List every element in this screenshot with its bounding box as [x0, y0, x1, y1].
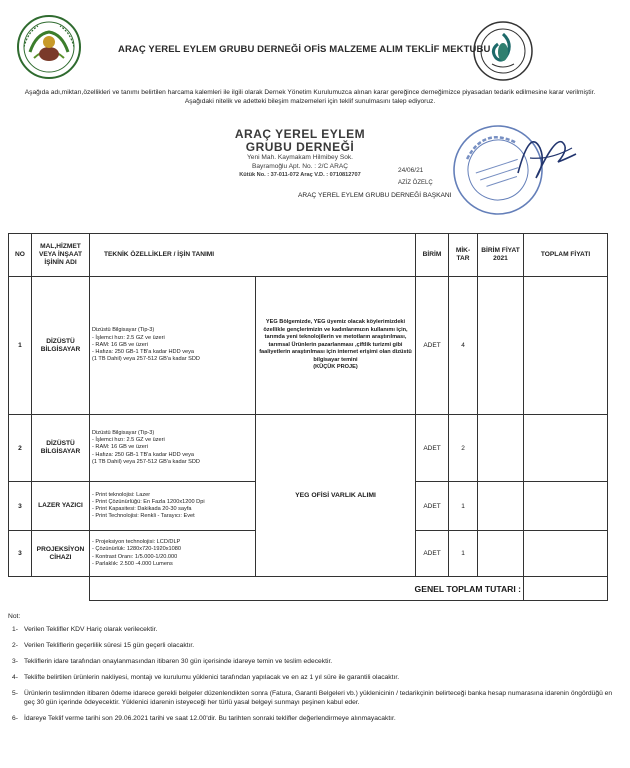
note-text: Verilen Tekliflerin geçerlilik süresi 15 gün geçerli olacaktır.: [24, 642, 195, 649]
note-number: 1-: [12, 626, 18, 633]
row-unit-price[interactable]: [478, 277, 524, 415]
row-total-price[interactable]: [524, 531, 608, 577]
note-number: 6-: [12, 715, 18, 722]
stamp-line-5: Kütük No. : 37-011-072 Araç V.D. : 0710812707: [239, 172, 361, 178]
row-item-name: PROJEKSİYON CİHAZI: [32, 531, 90, 577]
association-stamp: [200, 128, 400, 179]
notes-heading: Not:: [8, 613, 21, 620]
note-number: 3-: [12, 658, 18, 665]
spec-line: - Parlaklık: 2.500 -4.000 Lumens: [92, 560, 173, 567]
row-item-name: DİZÜSTÜ BİLGİSAYAR: [32, 277, 90, 415]
stamp-line-1: ARAÇ YEREL EYLEM: [234, 127, 366, 141]
note-number: 2-: [12, 642, 18, 649]
spec-line: - Hafıza: 250 GB-1 TB'a kadar HDD veya: [92, 451, 195, 458]
row-qty: 2: [449, 415, 478, 482]
spec-line: - Print Technolojisi: Renkli - Tarayıcı: Evet: [92, 513, 195, 520]
row-item-name: DİZÜSTÜ BİLGİSAYAR: [32, 415, 90, 482]
items-table: [8, 233, 608, 601]
stamp-line-4: Bayramoğlu Apt. No. : 2/C ARAÇ: [251, 162, 349, 170]
row-qty: 4: [449, 277, 478, 415]
col-no: NO: [9, 234, 32, 277]
row-no: 3: [9, 531, 32, 577]
table-row: [9, 415, 608, 482]
intro-text: Aşağıda adı,miktarı,özellikleri ve tanımı belirtilen harcama kalemleri ile ilgili olarak Dernek Yönetim Kurulumuzca alınan karar gereğince derneğimizce piyasadan tedarik edilmesine karar verilmiştir. Aşağıdaki nitelik ve adetteki bileşim malzemeleri için teklif sunulmasını talep ediyoruz.: [24, 89, 596, 105]
notes-section: [8, 613, 613, 730]
row-qty: 1: [449, 482, 478, 531]
row-no: 3: [9, 482, 32, 531]
note-item: [8, 641, 613, 650]
row-unit-price[interactable]: [478, 415, 524, 482]
note-item: [8, 689, 613, 707]
note-text: Tekliflerin idare tarafından onaylanmasından itibaren 30 gün içerisinde idareye temin ve teslim edecektir.: [24, 658, 333, 665]
stamp-line-3: Yeni Mah. Kaymakam Hilmibey Sok.: [246, 154, 354, 161]
row-unit-price[interactable]: [478, 531, 524, 577]
row-spec: [90, 482, 256, 531]
stamp-line-2: GRUBU DERNEĞİ: [245, 140, 355, 154]
spec-line: - Print teknolojisi: Lazer: [92, 491, 151, 498]
row-total-price[interactable]: [524, 277, 608, 415]
description-tag: (KÜÇÜK PROJE): [313, 364, 358, 371]
spec-line: - Çözünürlük: 1280x720-1920x1080: [92, 546, 181, 553]
note-item: [8, 625, 613, 634]
spec-line: Dizüstü Bilgisayar (Tip-3): [92, 429, 155, 436]
note-item: [8, 673, 613, 682]
spec-line: - İşlemci hızı: 2.5 GZ ve üzeri: [92, 334, 165, 341]
total-spacer: [9, 577, 90, 601]
col-unit-price: BİRİM FİYAT 2021: [478, 234, 524, 277]
row-qty: 1: [449, 531, 478, 577]
association-logo-left: [16, 14, 82, 80]
signature: [510, 118, 580, 193]
row-unit-price[interactable]: [478, 482, 524, 531]
grand-total-row: [9, 577, 608, 601]
note-text: Teklifte belirtilen ürünlerin nakliyesi, montajı ve kurulumu yüklenici tarafından yapılacak ve en az 1 yıl süre ile garantili olacaktır.: [24, 674, 400, 681]
col-item: MAL,HİZMET VEYA İNŞAAT İŞİNİN ADI: [32, 234, 90, 277]
table-row: [9, 277, 608, 415]
spec-line: - İşlemci hızı: 2.5 GZ ve üzeri: [92, 437, 165, 444]
signer-name: AZİZ ÖZELÇ: [398, 180, 433, 186]
grand-total-label: GENEL TOPLAM TUTARI :: [90, 577, 524, 601]
spec-line: (1 TB Dahil) veya 257-512 GB'a kadar SDD: [92, 356, 200, 363]
table-header-row: [9, 234, 608, 277]
document-title: ARAÇ YEREL EYLEM GRUBU DERNEĞİ OFİS MALZEME ALIM TEKLİF MEKTUBU: [118, 44, 491, 55]
row-spec: [90, 415, 256, 482]
spec-line: - Projeksiyon technolojisi: LCD/DLP: [92, 539, 181, 546]
row-total-price[interactable]: [524, 415, 608, 482]
row-unit: ADET: [416, 415, 449, 482]
row-unit: ADET: [416, 531, 449, 577]
note-number: 4-: [12, 674, 18, 681]
spec-line: - Kontrast Oranı: 1/5.000-1/20.000: [92, 553, 178, 560]
spec-line: - RAM: 16 GB ve üzeri: [92, 444, 148, 451]
row-no: 2: [9, 415, 32, 482]
col-qty: MİK-TAR: [449, 234, 478, 277]
row-spec: [90, 531, 256, 577]
note-item: [8, 714, 613, 723]
row-unit: ADET: [416, 482, 449, 531]
note-text: İdareye Teklif verme tarihi son 29.06.2021 tarihi ve saat 12.00'dir. Bu tarihten sonraki teklifler değerlendirmeye alınmayacaktır.: [24, 715, 396, 722]
row-description: [256, 277, 416, 415]
note-item: [8, 657, 613, 666]
row-unit: ADET: [416, 277, 449, 415]
description-text: YEG Bölgemizde, YEG üyemiz olacak köylerimizdeki özellikle gençlerimizin ve kadınlarımızın kullanımı için, tarımda yeni teknolojilerin ve metotların araştırılması, tarımsal Ürünlerin pazarlanması ,çiftlik turizmi gibi faaliyetlerin araştırılması için internet erişimi olan dizüstü bilgisayar temini: [259, 319, 412, 363]
spec-line: - RAM: 16 GB ve üzeri: [92, 341, 148, 348]
note-number: 5-: [12, 690, 18, 697]
col-total-price: TOPLAM FİYATI: [524, 234, 608, 277]
col-tech: TEKNİK ÖZELLİKLER / İŞİN TANIMI: [90, 234, 416, 277]
row-no: 1: [9, 277, 32, 415]
spec-line: - Print Çözünürlüğü: En Fazla 1200x1200 Dpi: [92, 498, 205, 505]
note-text: Verilen Teklifler KDV Hariç olarak verilecektir.: [24, 626, 158, 633]
row-spec: [90, 277, 256, 415]
spec-line: - Print Kapasitesi: Dakikada 20-30 sayfa: [92, 506, 192, 512]
row-description: YEG OFİSİ VARLIK ALIMI: [256, 415, 416, 577]
col-unit: BİRİM: [416, 234, 449, 277]
grand-total-value[interactable]: [524, 577, 608, 601]
row-total-price[interactable]: [524, 482, 608, 531]
row-item-name: LAZER YAZICI: [32, 482, 90, 531]
addressee: ARAÇ YEREL EYLEM GRUBU DERNEĞİ BAŞKANI: [298, 192, 452, 199]
spec-line: - Hafıza: 250 GB-1 TB'a kadar HDD veya: [92, 349, 195, 356]
spec-line: (1 TB Dahil) veya 257-512 GB'a kadar SDD: [92, 458, 200, 465]
note-text: Ürünlerin teslimnden itibaren ödeme idarece gerekli belgeler düzenlendikten sonra (Fatura, Garanti Belgeleri vb.) yüklenicinin / tedarikçinin belirteceği banka hesap numarasına idarenin öngördüğü en geç 30 gün içerinde ödeyecektir. Yüklenici idarenin isteyeceği her türlü yasal belgeyi sunmayı peşinen kabul eder.: [24, 690, 613, 706]
sign-date: 24/06/21: [398, 167, 424, 174]
spec-line: Dizüstü Bilgisayar (Tip-3): [92, 327, 155, 334]
